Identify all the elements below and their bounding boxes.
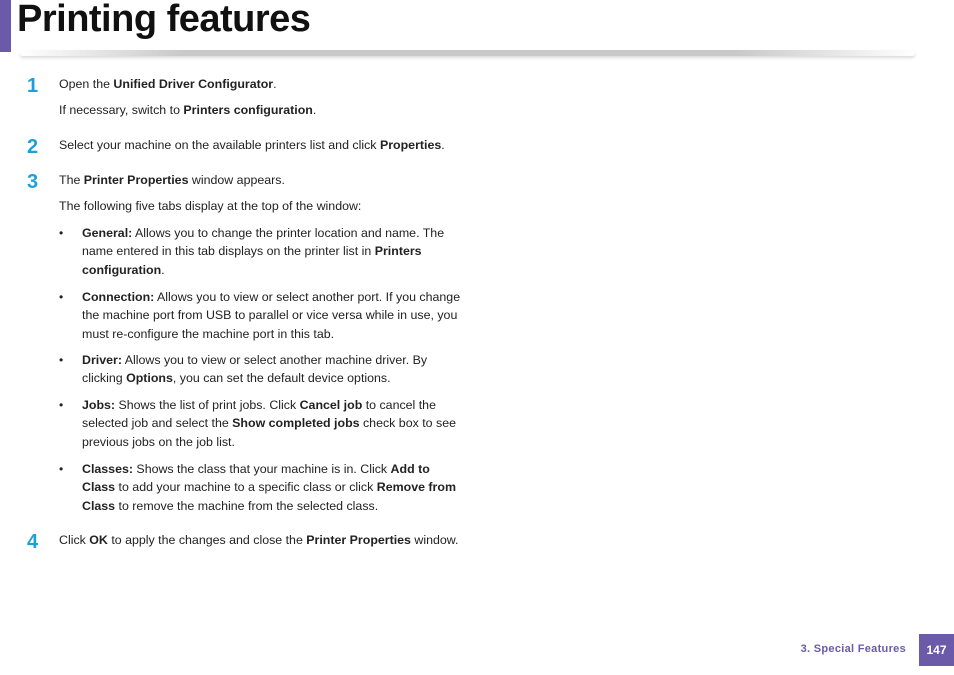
bullet-marker: •	[59, 290, 64, 304]
step-number-4: 4	[27, 531, 39, 553]
step-number-3: 3	[27, 171, 39, 193]
title-divider	[20, 50, 915, 56]
title-accent-bar	[0, 0, 11, 52]
bullet-marker: •	[59, 226, 64, 240]
step-3-line-2: The following five tabs display at the top of the window:	[59, 199, 362, 213]
bullet-general: General: Allows you to change the printer location and name. The name entered in this tab displays on the printer list in Printers configuration.	[82, 226, 445, 277]
step-1-line-1: Open the Unified Driver Configurator.	[59, 77, 277, 91]
step-1-line-2: If necessary, switch to Printers configuration.	[59, 103, 317, 117]
bullet-marker: •	[59, 398, 64, 412]
step-3-line-1: The Printer Properties window appears.	[59, 173, 285, 187]
bullet-connection: Connection: Allows you to view or select another port. If you change the machine port from USB to parallel or vice versa while in use, you must re-configure the machine port in this tab.	[82, 290, 461, 341]
step-number-1: 1	[27, 75, 39, 97]
bullet-classes: Classes: Shows the class that your machine is in. Click Add to Class to add your machine to a specific class or click Remove from Class to remove the machine from the selected class.	[82, 462, 456, 513]
page-number: 147	[919, 634, 954, 666]
step-2-line-1: Select your machine on the available printers list and click Properties.	[59, 138, 445, 152]
footer-section-label: 3. Special Features	[800, 643, 906, 655]
bullet-jobs: Jobs: Shows the list of print jobs. Click Cancel job to cancel the selected job and select the Show completed jobs check box to see previous jobs on the job list.	[82, 398, 456, 449]
bullet-marker: •	[59, 462, 64, 476]
step-number-2: 2	[27, 136, 39, 158]
step-4-line-1: Click OK to apply the changes and close the Printer Properties window.	[59, 533, 459, 547]
bullet-marker: •	[59, 353, 64, 367]
bullet-driver: Driver: Allows you to view or select another machine driver. By clicking Options, you can set the default device options.	[82, 353, 428, 386]
page-title: Printing features	[17, 0, 311, 40]
